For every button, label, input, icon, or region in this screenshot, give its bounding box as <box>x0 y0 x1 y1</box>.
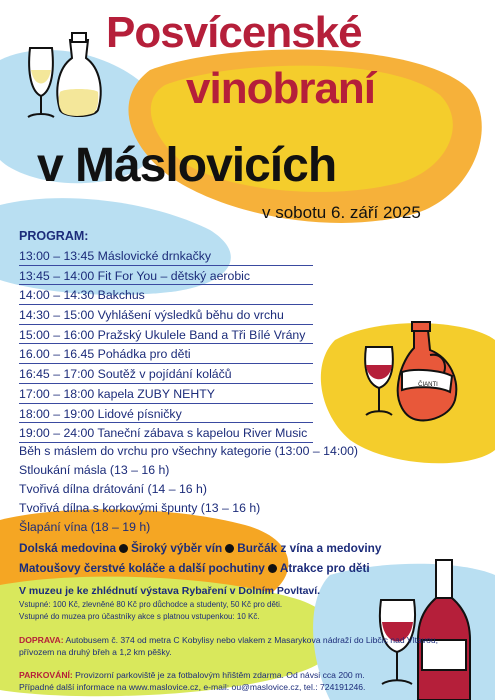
title-line-3: v Máslovicích <box>37 139 337 192</box>
program-event: Pohádka pro děti <box>97 347 191 362</box>
program-item <box>19 267 307 287</box>
divider <box>19 343 313 344</box>
transport-info: DOPRAVA: Autobusem č. 374 od metra C Kobylisy nebo vlakem z Masarykova nádraží do Libčic nad Vltavou, <box>19 635 439 645</box>
program-item <box>19 365 307 385</box>
title-line-2: vinobraní <box>186 64 376 113</box>
parking-info: PARKOVÁNÍ: Provizorní parkoviště je za fotbalovým hřištěm zdarma. Od návsi cca 200 m. <box>19 670 365 680</box>
divider <box>19 265 313 266</box>
admission-info: Vstupné: 100 Kč, zlevněné 80 Kč pro důchodce a studenty, 50 Kč pro děti. <box>19 600 283 609</box>
program-item <box>19 385 307 405</box>
program-item <box>19 345 307 365</box>
activity-item: Stloukání másla (13 – 16 h) <box>19 463 170 477</box>
transport-label: DOPRAVA: <box>19 635 64 645</box>
contact-info: Případné další informace na www.maslovice.cz, e-mail: ou@maslovice.cz, tel.: 724191246. <box>19 682 366 692</box>
feature-item: Burčák z vína a medoviny <box>237 541 382 555</box>
program-time: 13:00 – 13:45 <box>19 249 95 263</box>
features-line-1 <box>19 541 381 555</box>
feature-item: Široký výběr vín <box>131 541 223 555</box>
activity-item: Šlapání vína (18 – 19 h) <box>19 520 151 534</box>
feature-item: Dolská medovina <box>19 541 117 555</box>
program-event: Fit For You – dětský aerobic <box>97 268 251 283</box>
svg-text:ČIANTI: ČIANTI <box>418 382 438 388</box>
program-time: 16:45 – 17:00 <box>19 367 95 382</box>
divider <box>19 324 313 325</box>
feature-item: Atrakce pro děti <box>279 561 370 575</box>
bullet-dot-icon <box>268 564 277 573</box>
activities-list <box>19 442 358 537</box>
transport-info-2: přívozem na druhý břeh a 1,2 km pěšky. <box>19 647 172 657</box>
program-time: 14:00 – 14:30 <box>19 288 95 303</box>
features-line-2 <box>19 561 370 575</box>
divider <box>19 284 313 285</box>
program-event: Vyhlášení výsledků běhu do vrchu <box>97 308 284 323</box>
activity-item: Běh s máslem do vrchu pro všechny kategorie (13:00 – 14:00) <box>19 444 359 458</box>
divider <box>19 422 313 423</box>
program-heading: PROGRAM: <box>19 229 89 243</box>
program-item <box>19 405 307 425</box>
program-item <box>19 286 307 306</box>
program-time: 14:30 – 15:00 <box>19 308 95 323</box>
program-time: 18:00 – 19:00 <box>19 406 95 421</box>
program-time: 19:00 – 24:00 <box>19 426 95 441</box>
program-item <box>19 424 307 444</box>
event-date: v sobotu 6. září 2025 <box>262 203 421 222</box>
program-item <box>19 306 307 326</box>
bullet-dot-icon <box>225 544 234 553</box>
program-list <box>19 247 307 444</box>
divider <box>19 304 313 305</box>
carafe-icon <box>57 33 100 116</box>
program-item <box>19 326 307 346</box>
museum-exhibition: V muzeu je ke zhlédnutí výstava Rybaření v Dolním Povltaví. <box>19 585 321 597</box>
program-time: 15:00 – 16:00 <box>19 327 95 342</box>
program-time: 13:45 – 14:00 <box>19 268 95 283</box>
feature-item: Matoušovy čerstvé koláče a další pochutiny <box>19 561 265 575</box>
parking-label: PARKOVÁNÍ: <box>19 670 73 680</box>
program-event: Bakchus <box>97 288 145 303</box>
program-item <box>19 247 307 267</box>
program-event: Máslovické drnkačky <box>97 249 212 263</box>
title-line-1: Posvícenské <box>106 8 362 57</box>
activity-item: Tvořivá dílna drátování (14 – 16 h) <box>19 482 207 496</box>
activity-item: Tvořivá dílna s korkovými špunty (13 – 16 h) <box>19 501 261 515</box>
program-time: 16.00 – 16.45 <box>19 347 95 362</box>
program-event: kapela ZUBY NEHTY <box>97 386 215 401</box>
program-event: Lidové písničky <box>97 406 182 421</box>
divider <box>19 403 313 404</box>
program-event: Soutěž v pojídání koláčů <box>97 367 232 382</box>
program-time: 17:00 – 18:00 <box>19 386 95 401</box>
bullet-dot-icon <box>119 544 128 553</box>
divider <box>19 363 313 364</box>
divider <box>19 383 313 384</box>
program-event: Pražský Ukulele Band a Tři Bílé Vrány <box>97 327 306 342</box>
museum-admission-info: Vstupné do muzea pro účastníky akce s platnou vstupenkou: 10 Kč. <box>19 612 260 621</box>
program-event: Taneční zábava s kapelou River Music <box>97 426 308 441</box>
